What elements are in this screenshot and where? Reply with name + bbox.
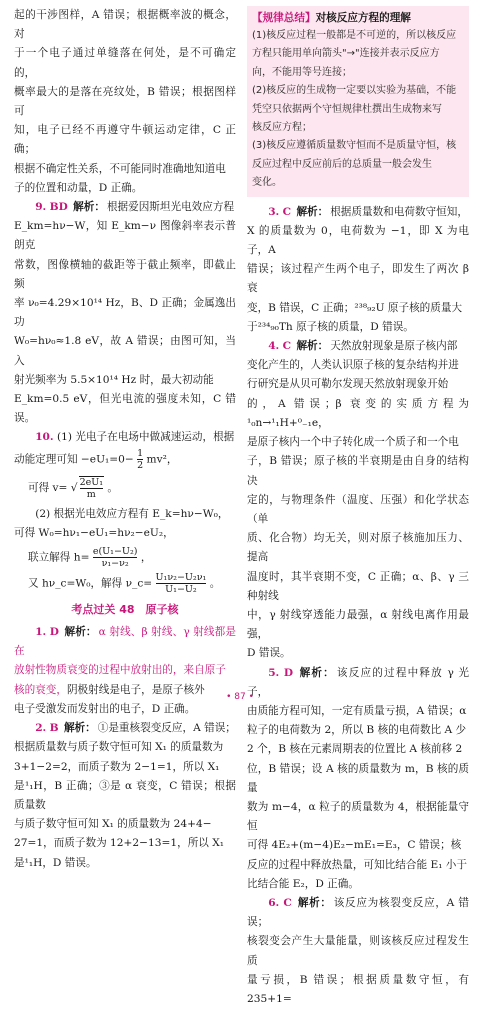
text-line — [14, 198, 236, 217]
text-line: 于一个电子通过单缝落在何处，是不可确定的， — [14, 47, 236, 79]
denominator: U₁−U₂ — [156, 583, 207, 595]
highlight-text: 核的衰变， — [14, 683, 67, 696]
text-line: 由质能方程可知，一定有质量亏损，A 错误；α — [247, 704, 467, 717]
summary-heading: 对核反应方程的理解 — [315, 12, 411, 24]
text-line: 变化产生的，人类认识原子核的复杂结构并进 — [247, 359, 459, 372]
text-line — [14, 428, 236, 447]
section-title: 考点过关 48 原子核 — [71, 603, 179, 617]
text-line: 的，A 错误；β 衰变的实质方程为¹₀n→¹₁H+⁰₋₁e， — [247, 397, 469, 429]
answer-key: BD — [49, 201, 68, 214]
text-line: 电子受激发而发射出的电子，D 正确。 — [14, 702, 196, 715]
analysis-label: 解析： — [297, 896, 332, 909]
equation-cutoff — [28, 572, 236, 595]
text-line — [14, 448, 236, 471]
analysis-label: 解析： — [299, 666, 335, 679]
equation-text: mv²， — [146, 453, 178, 466]
text-line: 是¹₁H，B 正确；③是 α 衰变，C 错误；根据质量数 — [14, 779, 236, 811]
text-line — [247, 337, 469, 356]
text-line: 定的，与物理条件（温度、压强）和化学状态（单 — [247, 493, 469, 525]
left-column — [14, 6, 236, 873]
text-line — [14, 623, 236, 661]
answer-6 — [247, 894, 469, 1009]
denominator: ν₁−ν₂ — [93, 557, 138, 569]
text-line: D 错误。 — [247, 647, 291, 660]
text-line: 2 个，B 核在元素周期表的位置比 A 核前移 2 — [247, 743, 463, 756]
text-line: 反应的过程中释放热量，可知比结合能 E₁ 小于 — [247, 858, 467, 871]
text-line: 可得 W₀=hν₁−eU₁=hν₂−eU₂， — [14, 526, 174, 539]
equation-text: 。 — [209, 577, 221, 590]
numerator: e(U₁−U₂) — [92, 546, 138, 558]
text-line: (1)核反应过程一般都是不可逆的，所以核反应 — [252, 30, 457, 41]
sqrt-sign: √ — [70, 481, 78, 494]
question-number: 3. — [268, 205, 280, 218]
text-line: 核反应方程； — [252, 122, 312, 134]
answer-9 — [14, 198, 236, 428]
text-line: 比结合能 E₂，D 正确。 — [247, 877, 359, 890]
question-number: 10. — [35, 431, 54, 444]
text-line: 率 ν₀=4.29×10¹⁴ Hz，B、D 正确；金属逸出功 — [14, 297, 236, 329]
text-line: 起的干涉图样，A 错误；根据概率波的概念，对 — [14, 9, 236, 41]
page-number: • 87 • — [226, 692, 254, 702]
question-number: 5. — [268, 666, 280, 679]
text-line: 阴极射线是电子，是原子核外 — [66, 683, 205, 696]
text-line: 行研究是从贝可勒尔发现天然放射现象开始 — [247, 378, 449, 391]
text-line — [14, 719, 236, 738]
numerator: 1 — [137, 447, 144, 459]
text-line: 子，B 错误；原子核的半衰期是由自身的结构决 — [247, 455, 469, 487]
text-line: 变化。 — [252, 177, 282, 189]
text-line: (2)核反应的生成物一定要以实验为基础，不能 — [252, 85, 457, 97]
answer-2 — [14, 719, 236, 873]
text-line: (3)核反应遵循质量数守恒而不是质量守恒，核 — [252, 140, 457, 152]
equation-text: 联立解得 h= — [28, 551, 90, 564]
answer-3 — [247, 203, 469, 337]
text-line: 根据质量数和电荷数守恒知， — [330, 205, 468, 218]
answer-key: C — [282, 205, 292, 218]
text-line: 核裂变会产生大量能量，则该核反应过程发生质 — [247, 935, 469, 967]
question-number: 2. — [35, 722, 47, 735]
answer-key: B — [49, 722, 59, 735]
answer-1 — [14, 623, 236, 719]
equation-text: 可得 v= — [28, 481, 68, 494]
text-line: 根据爱因斯坦光电效应方程 — [106, 201, 235, 214]
text-line: 错误；该过程产生两个电子，即发生了两次 β 衰 — [247, 263, 469, 295]
question-number: 1. — [35, 626, 47, 639]
question-number: 4. — [268, 340, 280, 353]
analysis-label: 解析： — [64, 626, 97, 639]
analysis-label: 解析： — [296, 205, 329, 218]
text-line: 是原子核内一个中子转化成一个质子和一个电 — [247, 436, 459, 449]
text-line: E_km=hν−W，知 E_km−ν 图像斜率表示普朗克 — [14, 220, 236, 252]
analysis-label: 解析： — [73, 201, 105, 214]
text-line: 天然放射现象是原子核内部 — [330, 340, 458, 353]
text-line — [247, 894, 469, 932]
text-line: 知，电子已经不再遵守牛顿运动定律，C 正确； — [14, 124, 236, 156]
answer-10 — [14, 428, 236, 595]
text-line: 常数，图像横轴的截距等于截止频率，即截止频 — [14, 258, 236, 290]
question-number: 6. — [268, 896, 280, 909]
denominator: m — [80, 488, 103, 500]
text-line: 3+1−2=2，而质子数为 2−1=1，所以 X₁ — [14, 760, 220, 773]
text-line — [247, 203, 469, 222]
analysis-label: 解析： — [296, 340, 329, 353]
text-line: 与质子数守恒可知 X₁ 的质量数为 24+4− — [14, 818, 212, 831]
denominator: 2 — [137, 459, 144, 471]
answer-key: D — [49, 626, 59, 639]
equation-text: ， — [140, 551, 152, 564]
text-line: 根据不确定性关系，不可能同时准确地知道电 — [14, 162, 226, 175]
question-number: 9. — [35, 201, 47, 214]
text-line: (1) 光电子在电场中做减速运动，根据 — [57, 431, 235, 444]
fraction — [93, 546, 138, 569]
text-line: 概率最大的是落在亮纹处，B 错误；根据图样可 — [14, 85, 236, 118]
numerator: 2eU₁ — [79, 476, 104, 488]
text-line: 于²³⁴₉₀Th 原子核的质量，D 错误。 — [247, 320, 414, 333]
sqrt-body — [79, 476, 104, 500]
fraction — [80, 477, 103, 500]
equation-velocity — [28, 476, 236, 500]
text-line: 该反应为核裂变反应，A 错误； — [247, 896, 469, 929]
text-line: 量亏损，B 错误；根据质量数守恒，有 235+1= — [247, 973, 469, 1005]
equation-text: 。 — [107, 481, 119, 494]
text-line: W₀=hν₀≈1.8 eV，故 A 错误；由图可知，当入 — [14, 335, 236, 367]
text-line: 向，不能用等号连接； — [252, 66, 352, 78]
text-line: 粒子的电荷数为 2，所以 B 核的电荷数比 A 少 — [247, 724, 467, 737]
right-column — [247, 6, 469, 1009]
highlight-text: 放射性物质衰变的过程中放射出的，来自原子 — [14, 664, 226, 677]
numerator: U₁ν₂−U₂ν₁ — [155, 572, 207, 584]
text-line: X 的质量数为 0，电荷数为 −1，即 X 为电子，A — [247, 224, 469, 257]
answer-4 — [247, 337, 469, 663]
text-line: (2) 根据光电效应方程有 E_k=hν−W₀， — [35, 507, 229, 520]
highlight-text: α 射线、β 射线、γ 射线都是在 — [14, 626, 236, 658]
equation-planck — [28, 546, 236, 569]
text-line: 变，B 错误，C 正确；²³⁸₉₂U 原子核的质量大 — [247, 301, 463, 314]
text-line: 射光频率为 5.5×10¹⁴ Hz 时，最大初动能 — [14, 373, 214, 386]
summary-bracket: 【规律总结】 — [252, 12, 316, 24]
fraction — [156, 572, 207, 595]
text-line: E_km=0.5 eV，但光电流的强度未知，C 错误。 — [14, 393, 236, 425]
text-line: 质、化合物）均无关，则对原子核施加压力、提高 — [247, 532, 469, 564]
text-line: 27=1，而质子数为 12+2−13=1，所以 X₁ — [14, 837, 225, 850]
summary-title — [252, 9, 464, 27]
text-line: 凭空只依据两个守恒规律杜撰出生成物来写 — [252, 103, 442, 115]
text-line: 可得 4E₂+(m−4)E₂−mE₁=E₃，C 错误；核 — [247, 839, 462, 852]
text-line: 是¹₁H，D 错误。 — [14, 856, 97, 869]
equation-text: 动能定理可知 −eU₁=0− — [14, 453, 134, 466]
text-line: 反应过程中反应前后的总质量一般会发生 — [252, 158, 432, 170]
text-line: 温度时，其半衰期不变，C 正确；α、β、γ 三种射线 — [247, 570, 469, 602]
answer-key: D — [283, 666, 293, 679]
text-line: 该反应的过程中释放 γ 光子， — [247, 666, 469, 698]
intro-paragraph — [14, 6, 236, 198]
text-line: 中，γ 射线穿透能力最强，α 射线电离作用最强， — [247, 608, 469, 641]
answer-key: C — [282, 340, 292, 353]
text-line: 子的位置和动量，D 正确。 — [14, 181, 143, 194]
text-line: 位，B 错误；设 A 核的质量数为 m，B 核的质量 — [247, 762, 469, 794]
rule-summary-box — [247, 6, 469, 197]
equation-text: 又 hν_c=W₀，解得 ν_c= — [28, 577, 153, 590]
text-line: 数为 m−4，α 粒子的质量数为 4，根据能量守恒 — [247, 800, 469, 833]
fraction — [137, 448, 143, 471]
text-line: 方程只能用单向箭头"→"连接并表示反应方 — [252, 48, 440, 60]
answer-key: C — [283, 896, 292, 909]
text-line: 根据质量数与质子数守恒可知 X₁ 的质量数为 — [14, 741, 224, 754]
text-line: ①是重核裂变反应，A 错误； — [97, 722, 236, 735]
analysis-label: 解析： — [63, 722, 96, 735]
